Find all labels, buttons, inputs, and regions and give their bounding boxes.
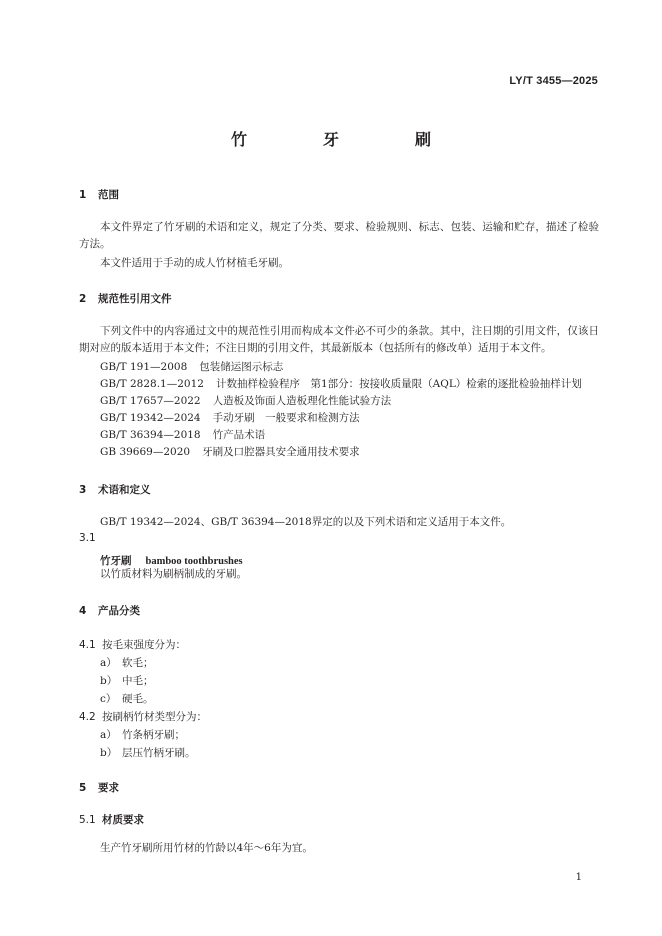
list-item: [100, 655, 154, 672]
list-text: 层压竹柄牙刷。: [122, 747, 196, 759]
reference-name: 人造板及饰面人造板理化性能试验方法: [212, 395, 392, 407]
list-label: c）: [100, 693, 117, 705]
section-3-heading: [79, 482, 151, 497]
list-item: [100, 745, 196, 762]
list-label: a）: [100, 729, 117, 741]
list-label: b）: [100, 675, 118, 687]
section-number: 3: [79, 484, 87, 496]
clause-text: 按刷柄竹材类型分为：: [102, 711, 207, 723]
clause-4-1: [79, 637, 186, 654]
subsection-title: 材质要求: [102, 814, 144, 826]
list-label: a）: [100, 657, 117, 669]
section-title: 规范性引用文件: [98, 293, 172, 305]
clause-4-2: [79, 709, 207, 726]
material-requirement-text: 生产竹牙刷所用竹材的竹龄以4年～6年为宜。: [100, 842, 313, 854]
term-number: 3.1: [79, 532, 96, 544]
clause-number: 4.1: [79, 639, 96, 651]
normative-references-intro: 下列文件中的内容通过文中的规范性引用而构成本文件必不可少的条款。其中，注日期的引用文件，仅该日期对应的版本适用于本文件；不注日期的引用文件，其最新版本（包括所有的修改单）适用于本文件。: [79, 325, 599, 354]
reference-item: [100, 393, 391, 410]
reference-item: [100, 427, 265, 444]
section-title: 范围: [98, 189, 119, 201]
subsection-5-1-heading: [79, 812, 144, 827]
reference-item: [100, 376, 582, 393]
list-item: [100, 673, 154, 690]
reference-code: GB/T 36394—2018: [100, 429, 201, 441]
section-1-heading: [79, 187, 119, 202]
section-5-heading: [79, 780, 119, 795]
list-text: 软毛；: [122, 657, 154, 669]
reference-code: GB/T 17657—2022: [100, 395, 201, 407]
reference-name: 包装储运图示标志: [199, 361, 284, 373]
section-number: 5: [79, 782, 87, 794]
reference-code: GB 39669—2020: [100, 446, 191, 458]
term-chinese: 竹牙刷: [100, 555, 132, 567]
scope-paragraph-2: 本文件适用于手动的成人竹材植毛牙刷。: [100, 257, 289, 269]
reference-item: [100, 444, 360, 461]
reference-name: 手动牙刷 一般要求和检测方法: [212, 412, 360, 424]
reference-code: GB/T 191—2008: [100, 361, 188, 373]
list-text: 中毛；: [122, 675, 154, 687]
reference-name: 竹产品术语: [212, 429, 266, 441]
list-text: 硬毛。: [122, 693, 154, 705]
section-title: 术语和定义: [98, 484, 151, 496]
section-number: 1: [79, 189, 87, 201]
section-4-heading: [79, 603, 140, 618]
reference-code: GB/T 19342—2024: [100, 412, 201, 424]
standard-code: LY/T 3455—2025: [509, 75, 598, 87]
terms-intro: GB/T 19342—2024、GB/T 36394—2018界定的以及下列术语和定义适用于本文件。: [100, 516, 512, 528]
list-label: b）: [100, 747, 118, 759]
term-english: bamboo toothbrushes: [145, 556, 243, 567]
clause-number: 4.2: [79, 711, 96, 723]
section-number: 4: [79, 605, 87, 617]
term-definition: 以竹质材料为刷柄制成的牙刷。: [100, 568, 247, 580]
reference-item: [100, 410, 360, 427]
scope-paragraph-1: 本文件界定了竹牙刷的术语和定义，规定了分类、要求、检验规则、标志、包装、运输和贮存，描述了检验方法。: [79, 221, 599, 250]
section-title: 产品分类: [98, 605, 140, 617]
reference-name: 牙刷及口腔器具安全通用技术要求: [202, 446, 360, 458]
list-item: [100, 691, 154, 708]
reference-code: GB/T 2828.1—2012: [100, 378, 204, 390]
section-2-heading: [79, 291, 172, 306]
list-item: [100, 727, 185, 744]
page-number: 1: [575, 872, 582, 883]
clause-text: 按毛束强度分为：: [102, 639, 186, 651]
section-title: 要求: [98, 782, 119, 794]
section-number: 2: [79, 293, 87, 305]
document-title: 竹 牙 刷: [230, 130, 461, 149]
subsection-number: 5.1: [79, 814, 96, 826]
reference-name: 计数抽样检验程序 第1部分：按接收质量限（AQL）检索的逐批检验抽样计划: [215, 378, 582, 390]
list-text: 竹条柄牙刷；: [122, 729, 185, 741]
reference-item: [100, 359, 283, 376]
